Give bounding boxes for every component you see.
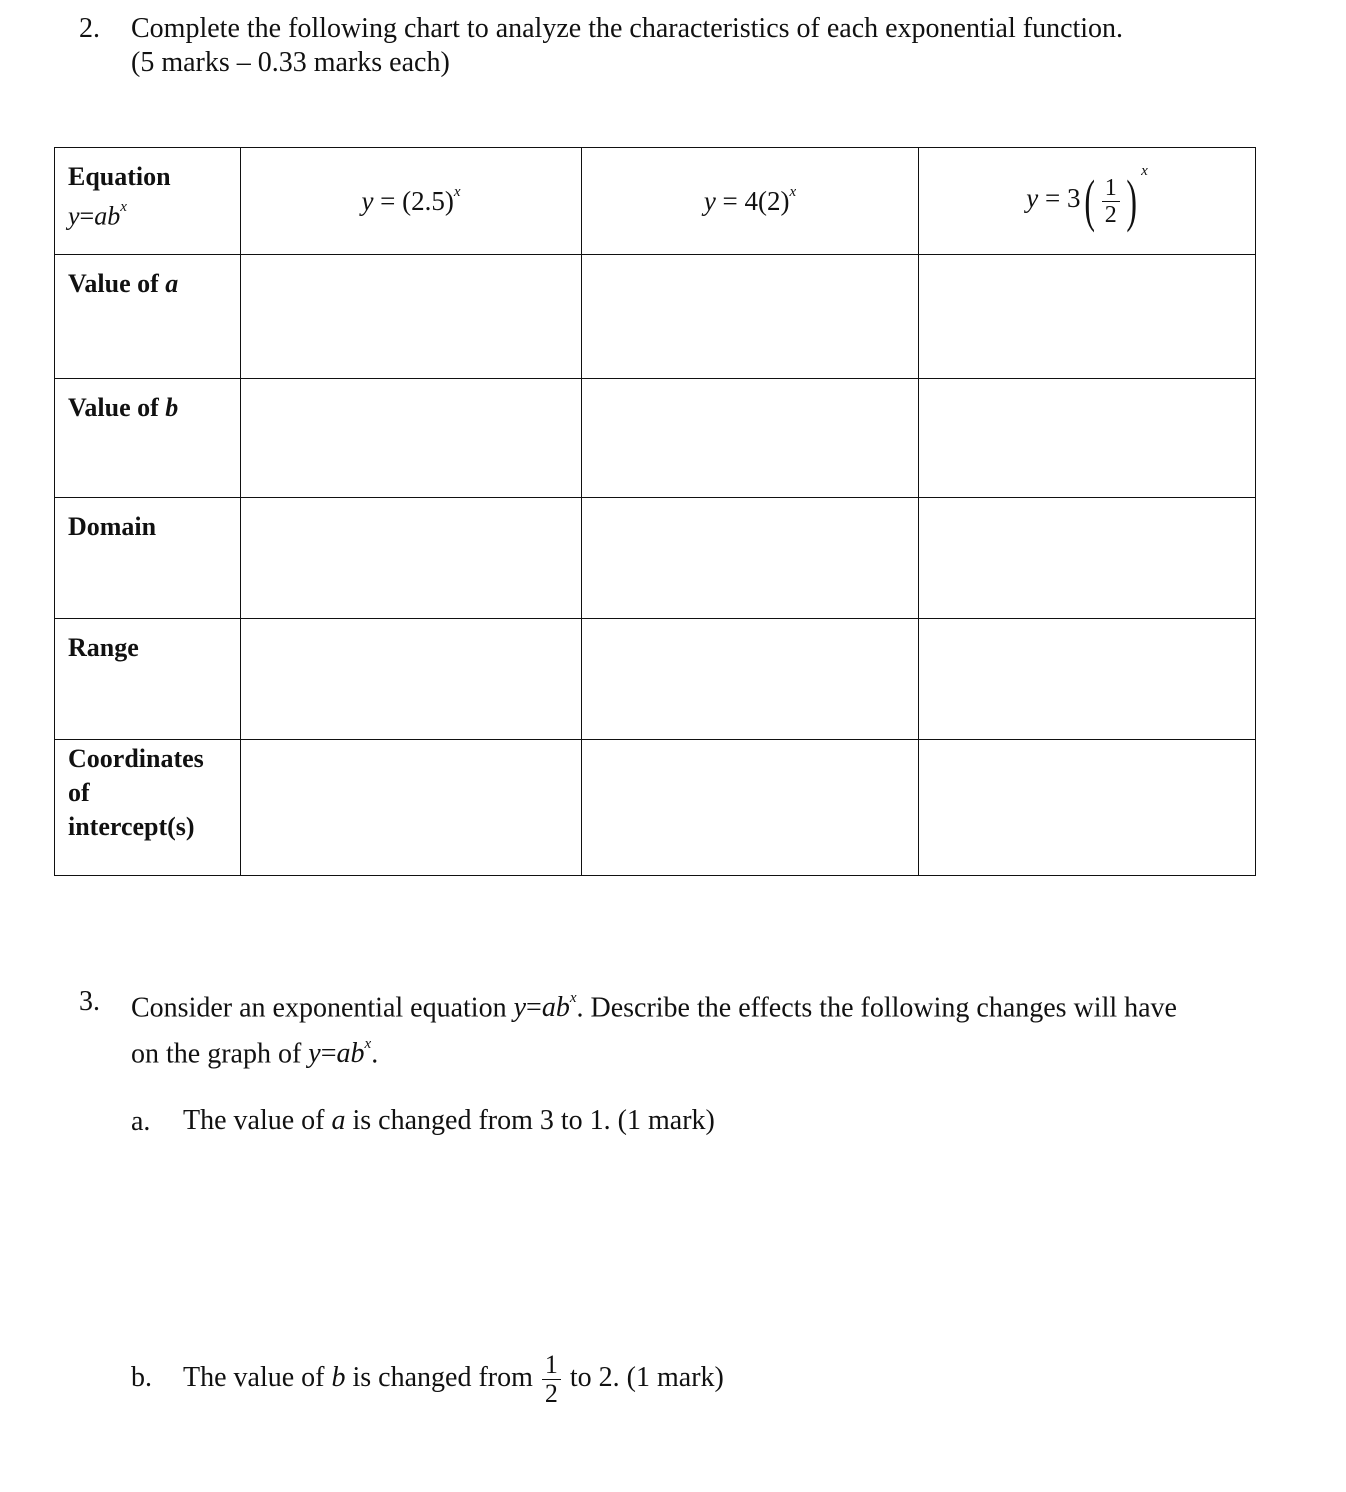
- eq1-exponent: x: [453, 183, 461, 200]
- answer-cell-b-1[interactable]: [241, 379, 582, 498]
- part-b-var: b: [331, 1362, 346, 1393]
- eq2-body: 4(2): [744, 185, 790, 216]
- eq2-exponent: x: [789, 183, 797, 200]
- row-var-b: b: [165, 393, 179, 422]
- part-a-text: [183, 1104, 715, 1138]
- equation-label: Equation: [68, 162, 171, 191]
- answer-cell-range-3[interactable]: [919, 619, 1256, 740]
- row-header-value-a: [55, 255, 241, 379]
- eq3-coefficient: 3: [1066, 183, 1081, 214]
- table-row-equation: [55, 148, 1256, 255]
- question-2-line-1: Complete the following chart to analyze the characteristics of each exponential function.: [131, 13, 1124, 44]
- question-2-number: 2.: [79, 13, 100, 44]
- intercept-label-line-1: Coordinates: [68, 744, 204, 773]
- q3-f1-eq: =: [526, 992, 542, 1024]
- q3-f2-eq: =: [320, 1038, 337, 1070]
- intercept-label-line-3: intercept(s): [68, 812, 195, 841]
- header-formula: [68, 194, 240, 234]
- q3-line2-pre: on the graph of: [131, 1038, 309, 1070]
- formula-exponent: x: [120, 199, 127, 215]
- answer-cell-range-1[interactable]: [241, 619, 582, 740]
- q3-formula-2: [308, 1038, 371, 1069]
- question-2-line-2: (5 marks – 0.33 marks each): [131, 47, 450, 78]
- answer-cell-a-3[interactable]: [919, 255, 1256, 379]
- table-row-domain: [55, 498, 1256, 619]
- part-a-pre: The value of: [183, 1105, 332, 1136]
- question-3-line-1: [131, 985, 1177, 1025]
- part-b-fraction: [542, 1351, 561, 1408]
- equation-cell-2: [582, 148, 919, 255]
- row-label: Value of: [68, 393, 166, 422]
- q3-f2-y: y: [308, 1038, 321, 1070]
- part-a: [131, 1105, 150, 1139]
- eq2-lhs: y: [703, 185, 716, 216]
- row-header-range: Range: [55, 619, 241, 740]
- part-a-var: a: [331, 1105, 346, 1136]
- table-row-range: [55, 619, 1256, 740]
- row-header-intercepts: [55, 740, 241, 876]
- eq3-lhs: y: [1026, 183, 1039, 214]
- q3-f1-y: y: [513, 992, 527, 1024]
- eq1-lhs: y: [361, 185, 374, 216]
- eq3-fraction: [1102, 175, 1120, 228]
- eq2-equals: =: [722, 185, 738, 216]
- q3-f1-ab: ab: [541, 992, 570, 1024]
- eq3-equals: =: [1044, 183, 1061, 214]
- row-label: Value of: [68, 269, 166, 298]
- part-b-denominator: 2: [544, 1379, 558, 1409]
- part-a-post: is changed from 3 to 1. (1 mark): [345, 1105, 715, 1136]
- row-header-equation: [55, 148, 241, 255]
- part-b-post: to 2. (1 mark): [562, 1362, 724, 1393]
- answer-cell-a-2[interactable]: [582, 255, 919, 379]
- q3-f2-exp: x: [364, 1036, 372, 1052]
- eq1-equals: =: [380, 185, 396, 216]
- eq1-body: (2.5): [402, 185, 454, 216]
- answer-cell-intercept-1[interactable]: [241, 740, 582, 876]
- answer-cell-intercept-2[interactable]: [582, 740, 919, 876]
- question-3-line-2: [131, 1031, 378, 1071]
- part-b-mid: is changed from: [345, 1362, 540, 1393]
- equation-cell-1: [241, 148, 582, 255]
- equation-cell-3: [919, 148, 1256, 255]
- eq3-exponent: x: [1141, 163, 1148, 180]
- q3-f2-ab: ab: [336, 1038, 365, 1070]
- eq3-numerator: 1: [1102, 175, 1120, 202]
- answer-cell-domain-1[interactable]: [241, 498, 582, 619]
- row-var-a: a: [165, 269, 179, 298]
- formula-equals: =: [79, 201, 95, 231]
- answer-cell-a-1[interactable]: [241, 255, 582, 379]
- answer-cell-intercept-3[interactable]: [919, 740, 1256, 876]
- q3-line2-post: .: [371, 1038, 379, 1070]
- q3-formula-1: [514, 992, 577, 1023]
- formula-y: y: [68, 201, 80, 231]
- answer-cell-b-3[interactable]: [919, 379, 1256, 498]
- row-header-value-b: [55, 379, 241, 498]
- part-b-numerator: 1: [542, 1351, 561, 1380]
- part-b-pre: The value of: [183, 1362, 332, 1393]
- answer-cell-domain-2[interactable]: [582, 498, 919, 619]
- table-row-value-b: [55, 379, 1256, 498]
- answer-cell-range-2[interactable]: [582, 619, 919, 740]
- part-b-text: [183, 1345, 724, 1411]
- part-b: [131, 1361, 152, 1395]
- table-row-intercepts: [55, 740, 1256, 876]
- row-header-domain: Domain: [55, 498, 241, 619]
- part-b-label: b.: [131, 1362, 152, 1393]
- q3-line1-pre: Consider an exponential equation: [131, 992, 514, 1024]
- answer-cell-domain-3[interactable]: [919, 498, 1256, 619]
- characteristics-table: [54, 147, 1256, 876]
- q3-line1-post: . Describe the effects the following changes will have: [576, 992, 1177, 1024]
- intercept-label-line-2: of: [68, 778, 90, 807]
- answer-cell-b-2[interactable]: [582, 379, 919, 498]
- eq3-denominator: 2: [1104, 201, 1117, 228]
- q3-f1-exp: x: [569, 990, 577, 1006]
- question-3-number: 3.: [79, 986, 100, 1017]
- formula-ab: ab: [94, 201, 121, 231]
- right-paren: ): [1126, 168, 1137, 233]
- part-a-label: a.: [131, 1106, 151, 1137]
- table-row-value-a: [55, 255, 1256, 379]
- left-paren: (: [1084, 168, 1096, 233]
